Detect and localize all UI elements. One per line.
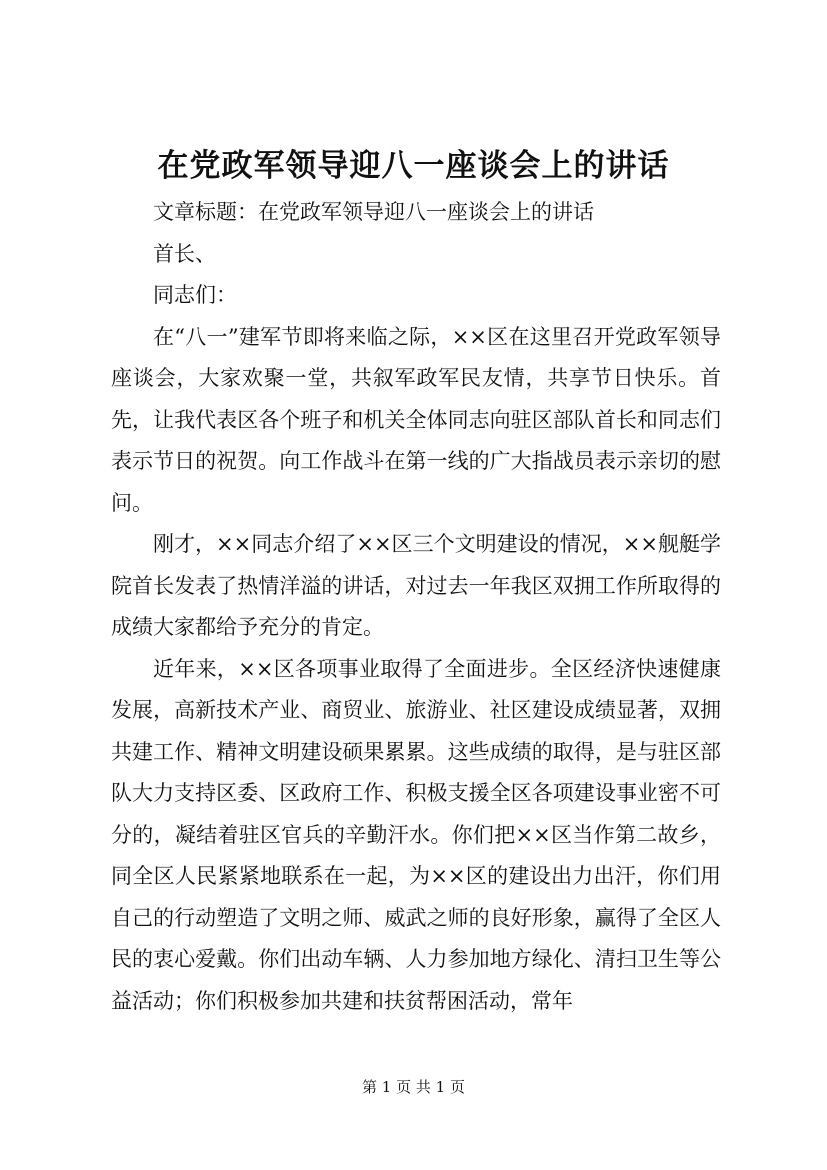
paragraph-achievements: 近年来，××区各项事业取得了全面进步。全区经济快速健康发展，高新技术产业、商贸业、旅游业、社区建设成绩显著，双拥共建工作、精神文明建设硕果累累。这些成绩的取得，是与驻区部队大力支持区委、区政府工作、积极支援全区各项建设事业密不可分的，凝结着驻区官兵的辛勤汗水。你们把××区当作第二故乡，同全区人民紧紧地联系在一起，为××区的建设出力出汗，你们用自己的行动塑造了文明之师、威武之师的良好形象，赢得了全区人民的衷心爱戴。你们出动车辆、人力参加地方绿化、清扫卫生等公益活动；你们积极参加共建和扶贫帮困活动，常年 [111,656,721,1013]
document-title: 在党政军领导迎八一座谈会上的讲话 [157,148,670,184]
salutation-line-1: 首长、 [153,241,216,266]
document-body [111,192,721,1022]
paragraph-review: 刚才，××同志介绍了××区三个文明建设的情况，××舰艇学院首长发表了热情洋溢的讲话，对过去一年我区双拥工作所取得的成绩大家都给予充分的肯定。 [111,532,721,639]
page-footer: 第 1 页 共 1 页 [362,1078,465,1096]
article-title-line: 文章标题：在党政军领导迎八一座谈会上的讲话 [153,200,594,224]
paragraph-opening: 在“八一”建军节即将来临之际，××区在这里召开党政军领导座谈会，大家欢聚一堂，共叙军政军民友情，共享节日快乐。首先，让我代表区各个班子和机关全体同志向驻区部队首长和同志们表示节日的祝贺。向工作战斗在第一线的广大指战员表示亲切的慰问。 [111,324,721,515]
salutation-line-2: 同志们： [153,283,237,307]
